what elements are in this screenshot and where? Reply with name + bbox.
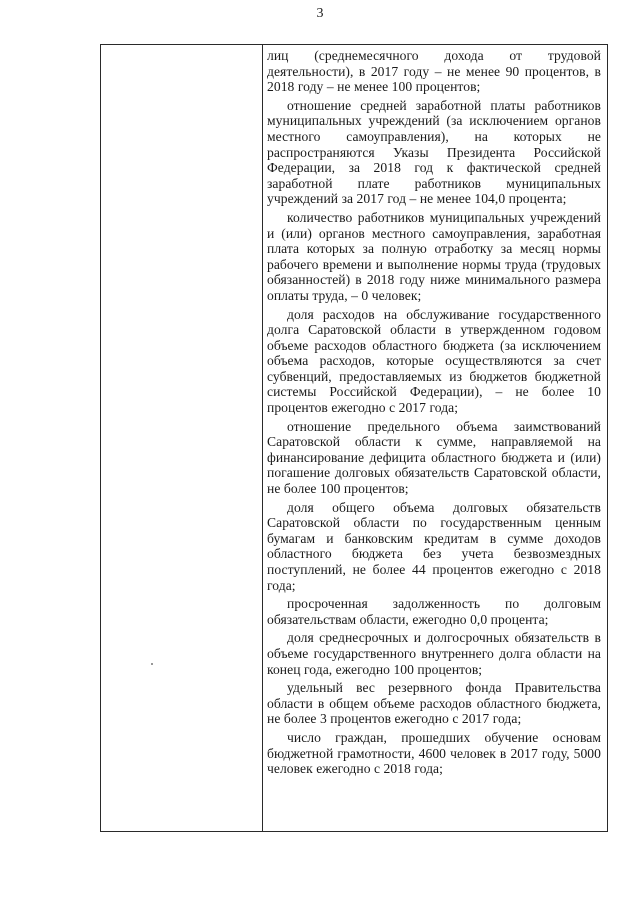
page-number: 3 bbox=[316, 6, 324, 21]
paragraph-long-term-obligations: доля среднесрочных и долгосрочных обязательств в объеме государственного внутреннего долга области на конец года, ежегодно 100 процентов; bbox=[267, 630, 601, 677]
paragraph-continuation: лиц (среднемесячного дохода от трудовой деятельности), в 2017 году – не менее 90 процентов, в 2018 году – не менее 100 процентов; bbox=[267, 48, 601, 95]
column-divider bbox=[262, 45, 263, 831]
paragraph-overdue-debt: просроченная задолженность по долговым обязательствам области, ежегодно 0,0 процента; bbox=[267, 596, 601, 627]
paragraph-salary-ratio: отношение средней заработной платы работников муниципальных учреждений (за исключением органов местного самоуправления), на которых не распространяются Указы Президента Российской Федерации, за 2018 год к фактической средней заработной плате работников муниципальных учреждений за 2017 год – не менее 104,0 процента; bbox=[267, 97, 601, 207]
document-table bbox=[100, 44, 608, 832]
paragraph-budget-literacy: число граждан, прошедших обучение основам бюджетной грамотности, 4600 человек в 2017 году, 5000 человек ежегодно с 2018 года; bbox=[267, 729, 601, 777]
paragraph-min-wage-count: количество работников муниципальных учреждений и (или) органов местного самоуправления, заработная плата которых за полную отработку за месяц нормы рабочего времени и выполнение нормы труда (трудовых обязанностей) в 2018 году ниже минимального размера оплаты труда, – 0 человек; bbox=[267, 209, 601, 303]
paragraph-reserve-fund: удельный вес резервного фонда Правительства области в общем объеме расходов областного бюджета, не более 3 процентов ежегодно с 2017 года; bbox=[267, 680, 601, 727]
paragraph-borrowing-ratio: отношение предельного объема заимствований Саратовской области к сумме, направляемой на финансирование дефицита областного бюджета и (или) погашение долговых обязательств Саратовской области, не более 100 процентов; bbox=[267, 418, 601, 497]
paragraph-debt-obligations-share: доля общего объема долговых обязательств Саратовской области по государственным ценным бумагам и банковским кредитам в сумме доходов областного бюджета без учета безвозмездных поступлений, не более 44 процентов ежегодно с 2018 года; bbox=[267, 499, 601, 593]
table-right-cell bbox=[267, 48, 601, 780]
scan-speck bbox=[151, 663, 153, 665]
paragraph-debt-service-share: доля расходов на обслуживание государственного долга Саратовской области в утвержденном годовом объеме расходов областного бюджета (за исключением объема расходов, которые осуществляются за счет субвенций, предоставляемых из бюджетов бюджетной системы Российской Федерации), – не более 10 процентов ежегодно с 2017 года; bbox=[267, 306, 601, 416]
